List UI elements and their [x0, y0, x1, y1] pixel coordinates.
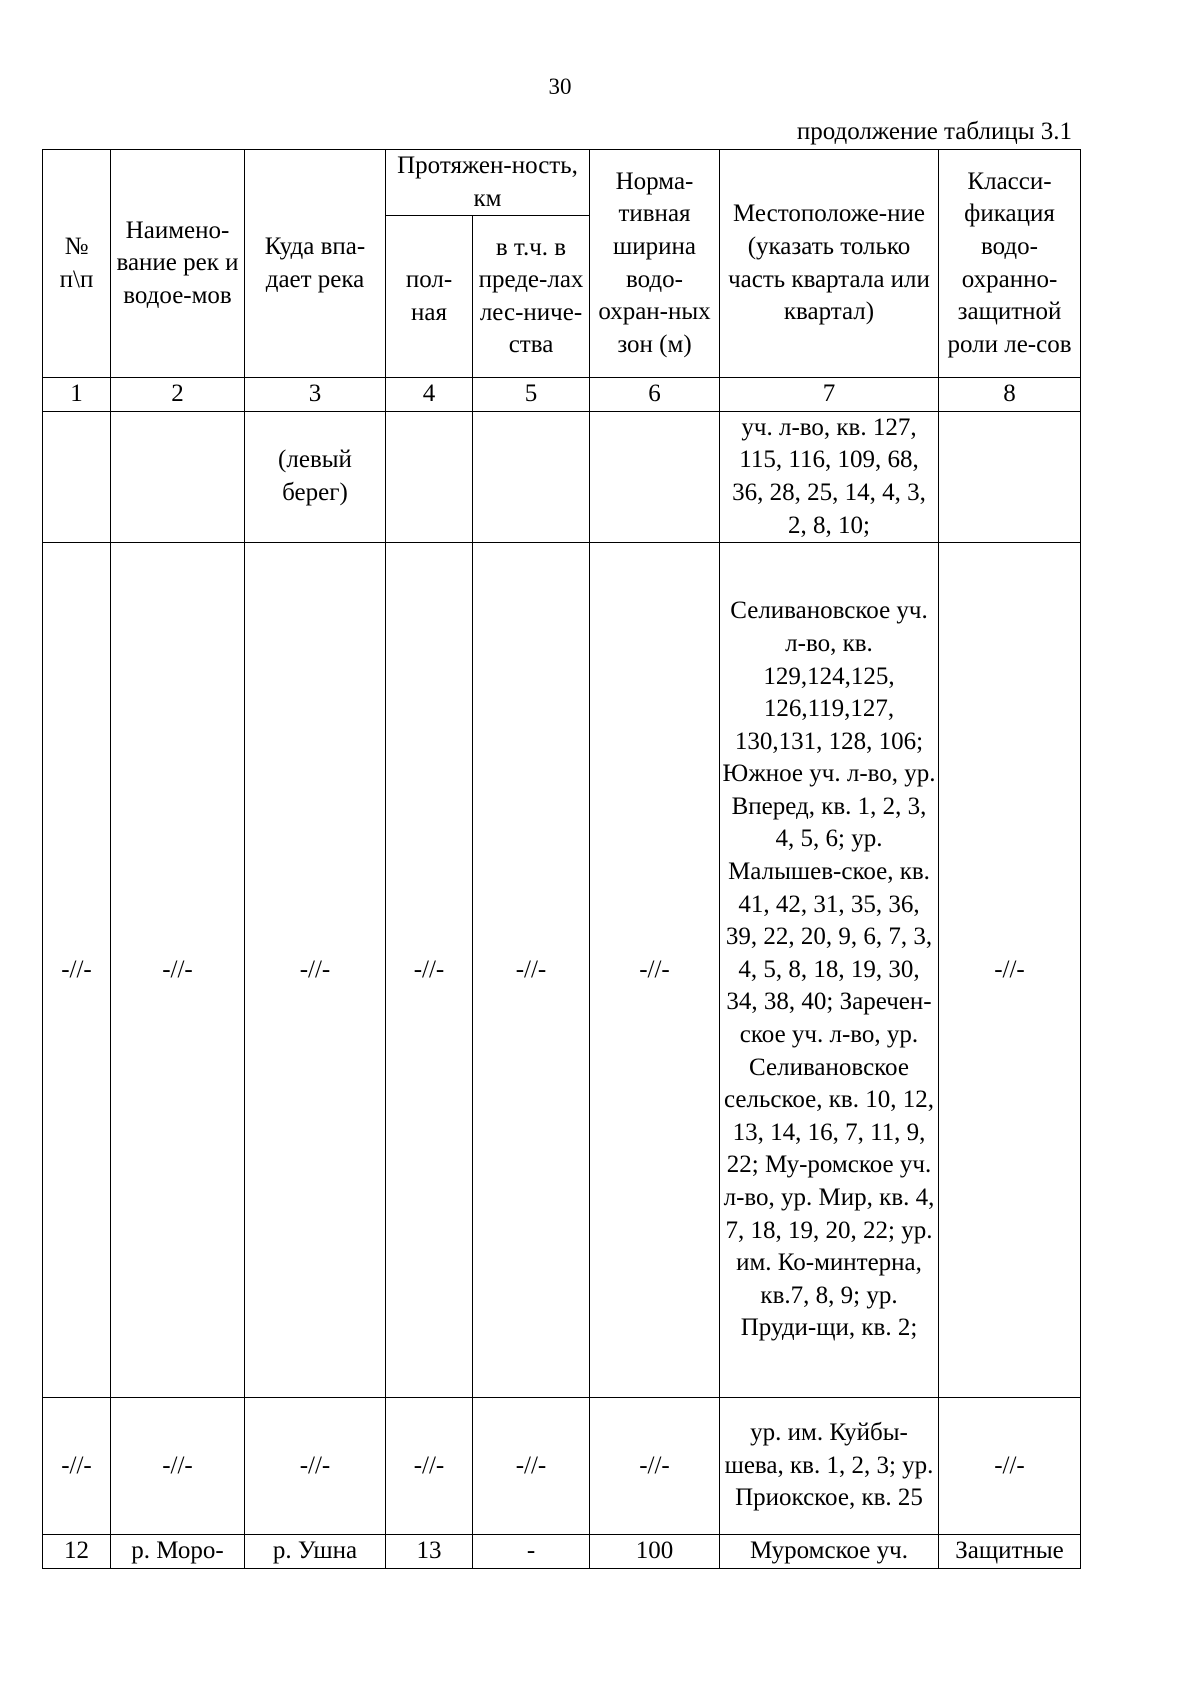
table-cell: 13: [386, 1535, 473, 1569]
table-row: [43, 411, 1081, 542]
table-row: [43, 1398, 1081, 1535]
column-number: 3: [245, 378, 386, 412]
header-name: Наимено-вание рек и водое-мов: [111, 150, 245, 378]
table-cell: -//-: [939, 543, 1081, 1398]
header-row-1: [43, 150, 1081, 216]
table-cell: р. Моро-: [111, 1535, 245, 1569]
table-cell: -//-: [245, 543, 386, 1398]
column-number: 1: [43, 378, 111, 412]
table-cell: Муромское уч.: [720, 1535, 939, 1569]
header-length-group: Протяжен-ность, км: [386, 150, 590, 216]
column-number: 6: [590, 378, 720, 412]
table-cell: -//-: [473, 1398, 590, 1535]
header-flows-into: Куда впа-дает река: [245, 150, 386, 378]
table-cell: -//-: [473, 543, 590, 1398]
table-cell: -//-: [590, 1398, 720, 1535]
column-number: 7: [720, 378, 939, 412]
table-cell: [939, 411, 1081, 542]
table-cell: [43, 411, 111, 542]
header-classification: Класси-фикация водо-охранно-защитной роли ле-сов: [939, 150, 1081, 378]
table-cell: [473, 411, 590, 542]
table-cell: 100: [590, 1535, 720, 1569]
table-cell: -//-: [386, 543, 473, 1398]
page-number: 30: [548, 74, 572, 99]
header-number: № п\п: [43, 150, 111, 378]
header-length-full: пол-ная: [386, 216, 473, 378]
river-table: [42, 149, 1081, 1569]
table-cell: -//-: [590, 543, 720, 1398]
column-number: 4: [386, 378, 473, 412]
table-cell: уч. л-во, кв. 127, 115, 116, 109, 68, 36, 28, 25, 14, 4, 3, 2, 8, 10;: [720, 411, 939, 542]
table-cell: (левый берег): [245, 411, 386, 542]
table-cell: 12: [43, 1535, 111, 1569]
column-number: 2: [111, 378, 245, 412]
header-zone-width: Норма-тивная ширина водо-охран-ных зон (м): [590, 150, 720, 378]
table-cell: -: [473, 1535, 590, 1569]
header-length-forestry: в т.ч. в преде-лах лес-ниче-ства: [473, 216, 590, 378]
column-number-row: [43, 378, 1081, 412]
table-row: [43, 543, 1081, 1398]
table-cell: Селивановское уч. л-во, кв. 129,124,125, 126,119,127, 130,131, 128, 106; Южное уч. л-во, ур. Вперед, кв. 1, 2, 3, 4, 5, 6; ур. Малышев-ское, кв. 41, 42, 31, 35, 36, 39, 22, 20, 9, 6, 7, 3, 4, 5, 8, 18, 19, 30, 34, 38, 40; Заречен-ское уч. л-во, ур. Селивановское сельское, кв. 10, 12, 13, 14, 16, 7, 11, 9, 22; Му-ромское уч. л-во, ур. Мир, кв. 4, 7, 18, 19, 20, 22; ур. им. Ко-минтерна, кв.7, 8, 9; ур. Пруди-щи, кв. 2;: [720, 543, 939, 1398]
table-cell: ур. им. Куйбы-шева, кв. 1, 2, 3; ур. Приокское, кв. 25: [720, 1398, 939, 1535]
table-cell: р. Ушна: [245, 1535, 386, 1569]
column-number: 8: [939, 378, 1081, 412]
table-cell: -//-: [939, 1398, 1081, 1535]
table-cell: -//-: [111, 1398, 245, 1535]
table-cell: -//-: [245, 1398, 386, 1535]
table-cell: Защитные: [939, 1535, 1081, 1569]
header-location: Местоположе-ние (указать только часть квартала или квартал): [720, 150, 939, 378]
table-cell: -//-: [386, 1398, 473, 1535]
table-cell: -//-: [111, 543, 245, 1398]
table-caption: продолжение таблицы 3.1: [796, 118, 1072, 145]
column-number: 5: [473, 378, 590, 412]
table-cell: -//-: [43, 543, 111, 1398]
table-row: [43, 1535, 1081, 1569]
table-cell: [386, 411, 473, 542]
table-cell: [111, 411, 245, 542]
table-cell: -//-: [43, 1398, 111, 1535]
table-cell: [590, 411, 720, 542]
